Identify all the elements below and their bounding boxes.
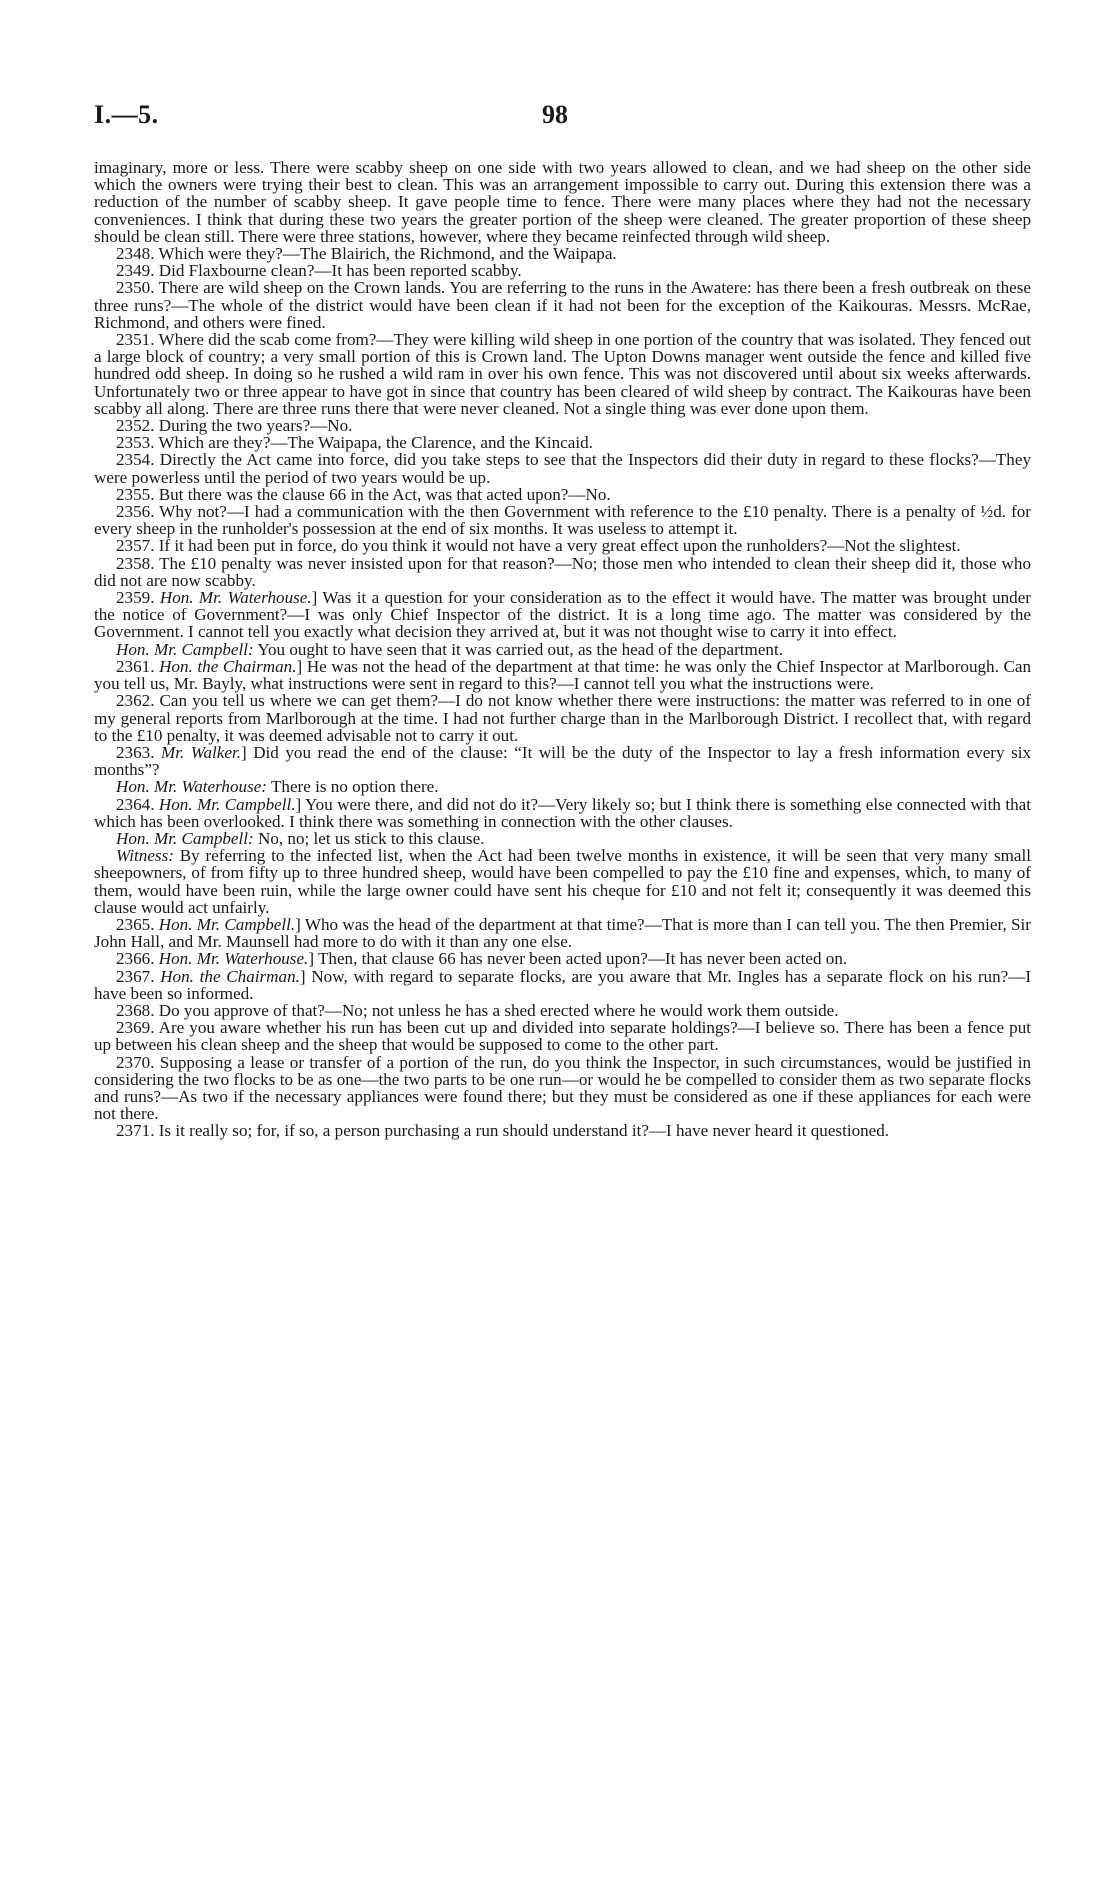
paragraph-text: 2353. Which are they?—The Waipapa, the Clarence, and the Kincaid.	[116, 433, 593, 453]
document-code: I.—5.	[94, 100, 159, 129]
paragraph-text: 2362. Can you tell us where we can get them?—I do not know whether there were instructions: the matter was referred to in one of my general reports from Marlborough at the time. I had not further charge than in the Marlborough District. I recollect that, with regard to the £10 penalty, it was deemed advisable not to carry it out.	[94, 691, 1031, 745]
speaker-label: Witness:	[116, 846, 174, 866]
paragraph-text: 2348. Which were they?—The Blairich, the Richmond, and the Waipapa.	[116, 244, 617, 264]
testimony-paragraph	[94, 262, 1031, 279]
speaker-label: Hon. Mr. Campbell:	[116, 639, 254, 659]
testimony-paragraph	[94, 245, 1031, 262]
paragraph-text: 2365.	[116, 914, 159, 934]
testimony-paragraph	[94, 1002, 1031, 1019]
testimony-paragraph	[94, 451, 1031, 485]
body-text	[94, 159, 1031, 1140]
testimony-paragraph	[94, 968, 1031, 1002]
paragraph-text: ] Who was the head of the department at that time?—That is more than I can tell you. The then Premier, Sir John Hall, and Mr. Maunsell had more to do with it than any one else.	[94, 914, 1031, 952]
testimony-paragraph	[94, 503, 1031, 537]
paragraph-text: 2371. Is it really so; for, if so, a person purchasing a run should understand it?—I have never heard it questioned.	[116, 1121, 890, 1141]
testimony-paragraph	[94, 830, 1031, 847]
paragraph-text: 2361.	[116, 656, 160, 676]
testimony-paragraph	[94, 555, 1031, 589]
paragraph-text: 2368. Do you approve of that?—No; not unless he has a shed erected where he would work them outside.	[116, 1000, 839, 1020]
paragraph-text: 2370. Supposing a lease or transfer of a portion of the run, do you think the Inspector, in such circumstances, would be justified in considering the two flocks to be as one—the two parts to be one run—or would he be compelled to consider them as two separate flocks and runs?—As two if the necessary appliances were found there; but they must be considered as one if these appliances for each were not there.	[94, 1052, 1031, 1124]
testimony-paragraph	[94, 641, 1031, 658]
paragraph-text: 2354. Directly the Act came into force, did you take steps to see that the Inspectors did their duty in regard to these flocks?—They were powerless until the period of two years would be up.	[94, 450, 1031, 487]
testimony-paragraph	[94, 778, 1031, 795]
testimony-paragraph	[94, 658, 1031, 692]
testimony-paragraph	[94, 279, 1031, 331]
paragraph-text: ] Was it a question for your consideration as to the effect it would have. The matter was brought under the notice of Government?—I was only Chief Inspector of the district. It is a long time ago. The matter was considered by the Government. I cannot tell you exactly what decision they arrived at, but it was not thought wise to carry it into effect.	[94, 588, 1031, 642]
speaker-label: Hon. Mr. Campbell.	[158, 914, 296, 934]
paragraph-text: ] You were there, and did not do it?—Very likely so; but I think there is something else connected with that which has been overlooked. I think there was something in connection with the other clauses.	[94, 794, 1031, 831]
speaker-label: Hon. the Chairman.	[159, 656, 297, 676]
testimony-paragraph	[94, 331, 1031, 417]
page-header	[94, 100, 1024, 134]
page-number: 98	[542, 100, 568, 129]
paragraph-text: ] He was not the head of the department at that time: he was only the Chief Inspector at Marlborough. Can you tell us, Mr. Bayly, what instructions were sent in regard to this?—I cannot tell you what the instructions were.	[94, 656, 1032, 694]
speaker-label: Hon. Mr. Campbell.	[158, 794, 296, 814]
speaker-label: Hon. Mr. Campbell:	[116, 828, 254, 848]
paragraph-text: 2349. Did Flaxbourne clean?—It has been reported scabby.	[116, 261, 522, 281]
speaker-label: Hon. Mr. Waterhouse:	[116, 777, 267, 797]
paragraph-text: There is no option there.	[267, 777, 439, 797]
testimony-paragraph	[94, 434, 1031, 451]
testimony-paragraph	[94, 1019, 1031, 1053]
testimony-paragraph	[94, 159, 1031, 245]
paragraph-text: 2352. During the two years?—No.	[116, 416, 353, 436]
testimony-paragraph	[94, 950, 1031, 967]
testimony-paragraph	[94, 417, 1031, 434]
paragraph-text: 2359.	[116, 588, 160, 608]
paragraph-text: ] Did you read the end of the clause: “It will be the duty of the Inspector to lay a fresh information every six months”?	[94, 742, 1032, 780]
testimony-paragraph	[94, 796, 1031, 830]
testimony-paragraph	[94, 537, 1031, 554]
paragraph-text: 2364.	[116, 794, 159, 814]
paragraph-text: You ought to have seen that it was carried out, as the head of the department.	[253, 639, 783, 659]
speaker-label: Mr. Walker.	[161, 742, 241, 762]
paragraph-text: No, no; let us stick to this clause.	[253, 828, 485, 848]
paragraph-text: 2363.	[116, 742, 161, 762]
paragraph-text: 2367.	[116, 966, 161, 986]
speaker-label: Hon. Mr. Waterhouse.	[158, 949, 309, 969]
paragraph-text: 2366.	[116, 949, 159, 969]
testimony-paragraph	[94, 847, 1031, 916]
speaker-label: Hon. the Chairman.	[160, 966, 300, 986]
testimony-paragraph	[94, 692, 1031, 744]
paragraph-text: By referring to the infected list, when the Act had been twelve months in existence, it will be seen that very many small sheepowners, of from fifty up to three hundred sheep, would have been compelled to pay the £10 fine and expenses, which, to many of them, would have been ruin, while the large owner could have sent his cheque for £10 and not felt it; consequently it was deemed this clause would act unfairly.	[94, 846, 1031, 917]
speaker-label: Hon. Mr. Waterhouse.	[159, 588, 312, 608]
paragraph-text: ] Then, that clause 66 has never been acted upon?—It has never been acted on.	[308, 949, 848, 969]
testimony-paragraph	[94, 486, 1031, 503]
paragraph-text: 2356. Why not?—I had a communication with the then Government with reference to the £10 penalty. There is a penalty of ½d. for every sheep in the runholder's possession at the end of six months. It was useless to attempt it.	[94, 502, 1031, 539]
paragraph-text: 2358. The £10 penalty was never insisted upon for that reason?—No; those men who intended to clean their sheep did it, those who did not are now scabby.	[94, 553, 1031, 590]
paragraph-text: ] Now, with regard to separate flocks, are you aware that Mr. Ingles has a separate flock on his run?—I have been so informed.	[94, 966, 1032, 1003]
testimony-paragraph	[94, 1122, 1031, 1139]
testimony-paragraph	[94, 589, 1031, 641]
testimony-paragraph	[94, 1054, 1031, 1123]
paragraph-text: 2357. If it had been put in force, do you think it would not have a very great effect upon the runholders?—Not the slightest.	[116, 536, 961, 556]
paragraph-text: 2350. There are wild sheep on the Crown lands. You are referring to the runs in the Awatere: has there been a fresh outbreak on these three runs?—The whole of the district would have been clean if it had not been for the exception of the Kaikouras. Messrs. McRae, Richmond, and others were fined.	[94, 278, 1031, 332]
paragraph-text: 2355. But there was the clause 66 in the Act, was that acted upon?—No.	[116, 484, 611, 504]
testimony-paragraph	[94, 916, 1031, 950]
paragraph-text: 2351. Where did the scab come from?—They were killing wild sheep in one portion of the country that was isolated. They fenced out a large block of country; a very small portion of this is Crown land. The Upton Downs manager went outside the fence and killed five hundred odd sheep. In doing so he rushed a wild ram in over his own fence. This was not discovered until about six weeks afterwards. Unfortunately two or three appear to have got in since that country has been cleared of wild sheep by contract. The Kaikouras have been scabby all along. There are three runs there that were never cleaned. Not a single thing was ever done upon them.	[94, 330, 1031, 418]
paragraph-text: 2369. Are you aware whether his run has been cut up and divided into separate holdings?—I believe so. There has been a fence put up between his clean sheep and the sheep that would be supposed to come to the other part.	[94, 1018, 1031, 1055]
testimony-paragraph	[94, 744, 1031, 778]
paragraph-text: imaginary, more or less. There were scabby sheep on one side with two years allowed to clean, and we had sheep on the other side which the owners were trying their best to clean. This was an arrangement impossible to carry out. During this extension there was a reduction of the number of scabby sheep. It gave people time to fence. There were many places where they had not the necessary conveniences. I think that during these two years the greater portion of the sheep were cleaned. The greater proportion of these sheep should be clean still. There were three stations, however, where they became reinfected through wild sheep.	[94, 158, 1031, 246]
